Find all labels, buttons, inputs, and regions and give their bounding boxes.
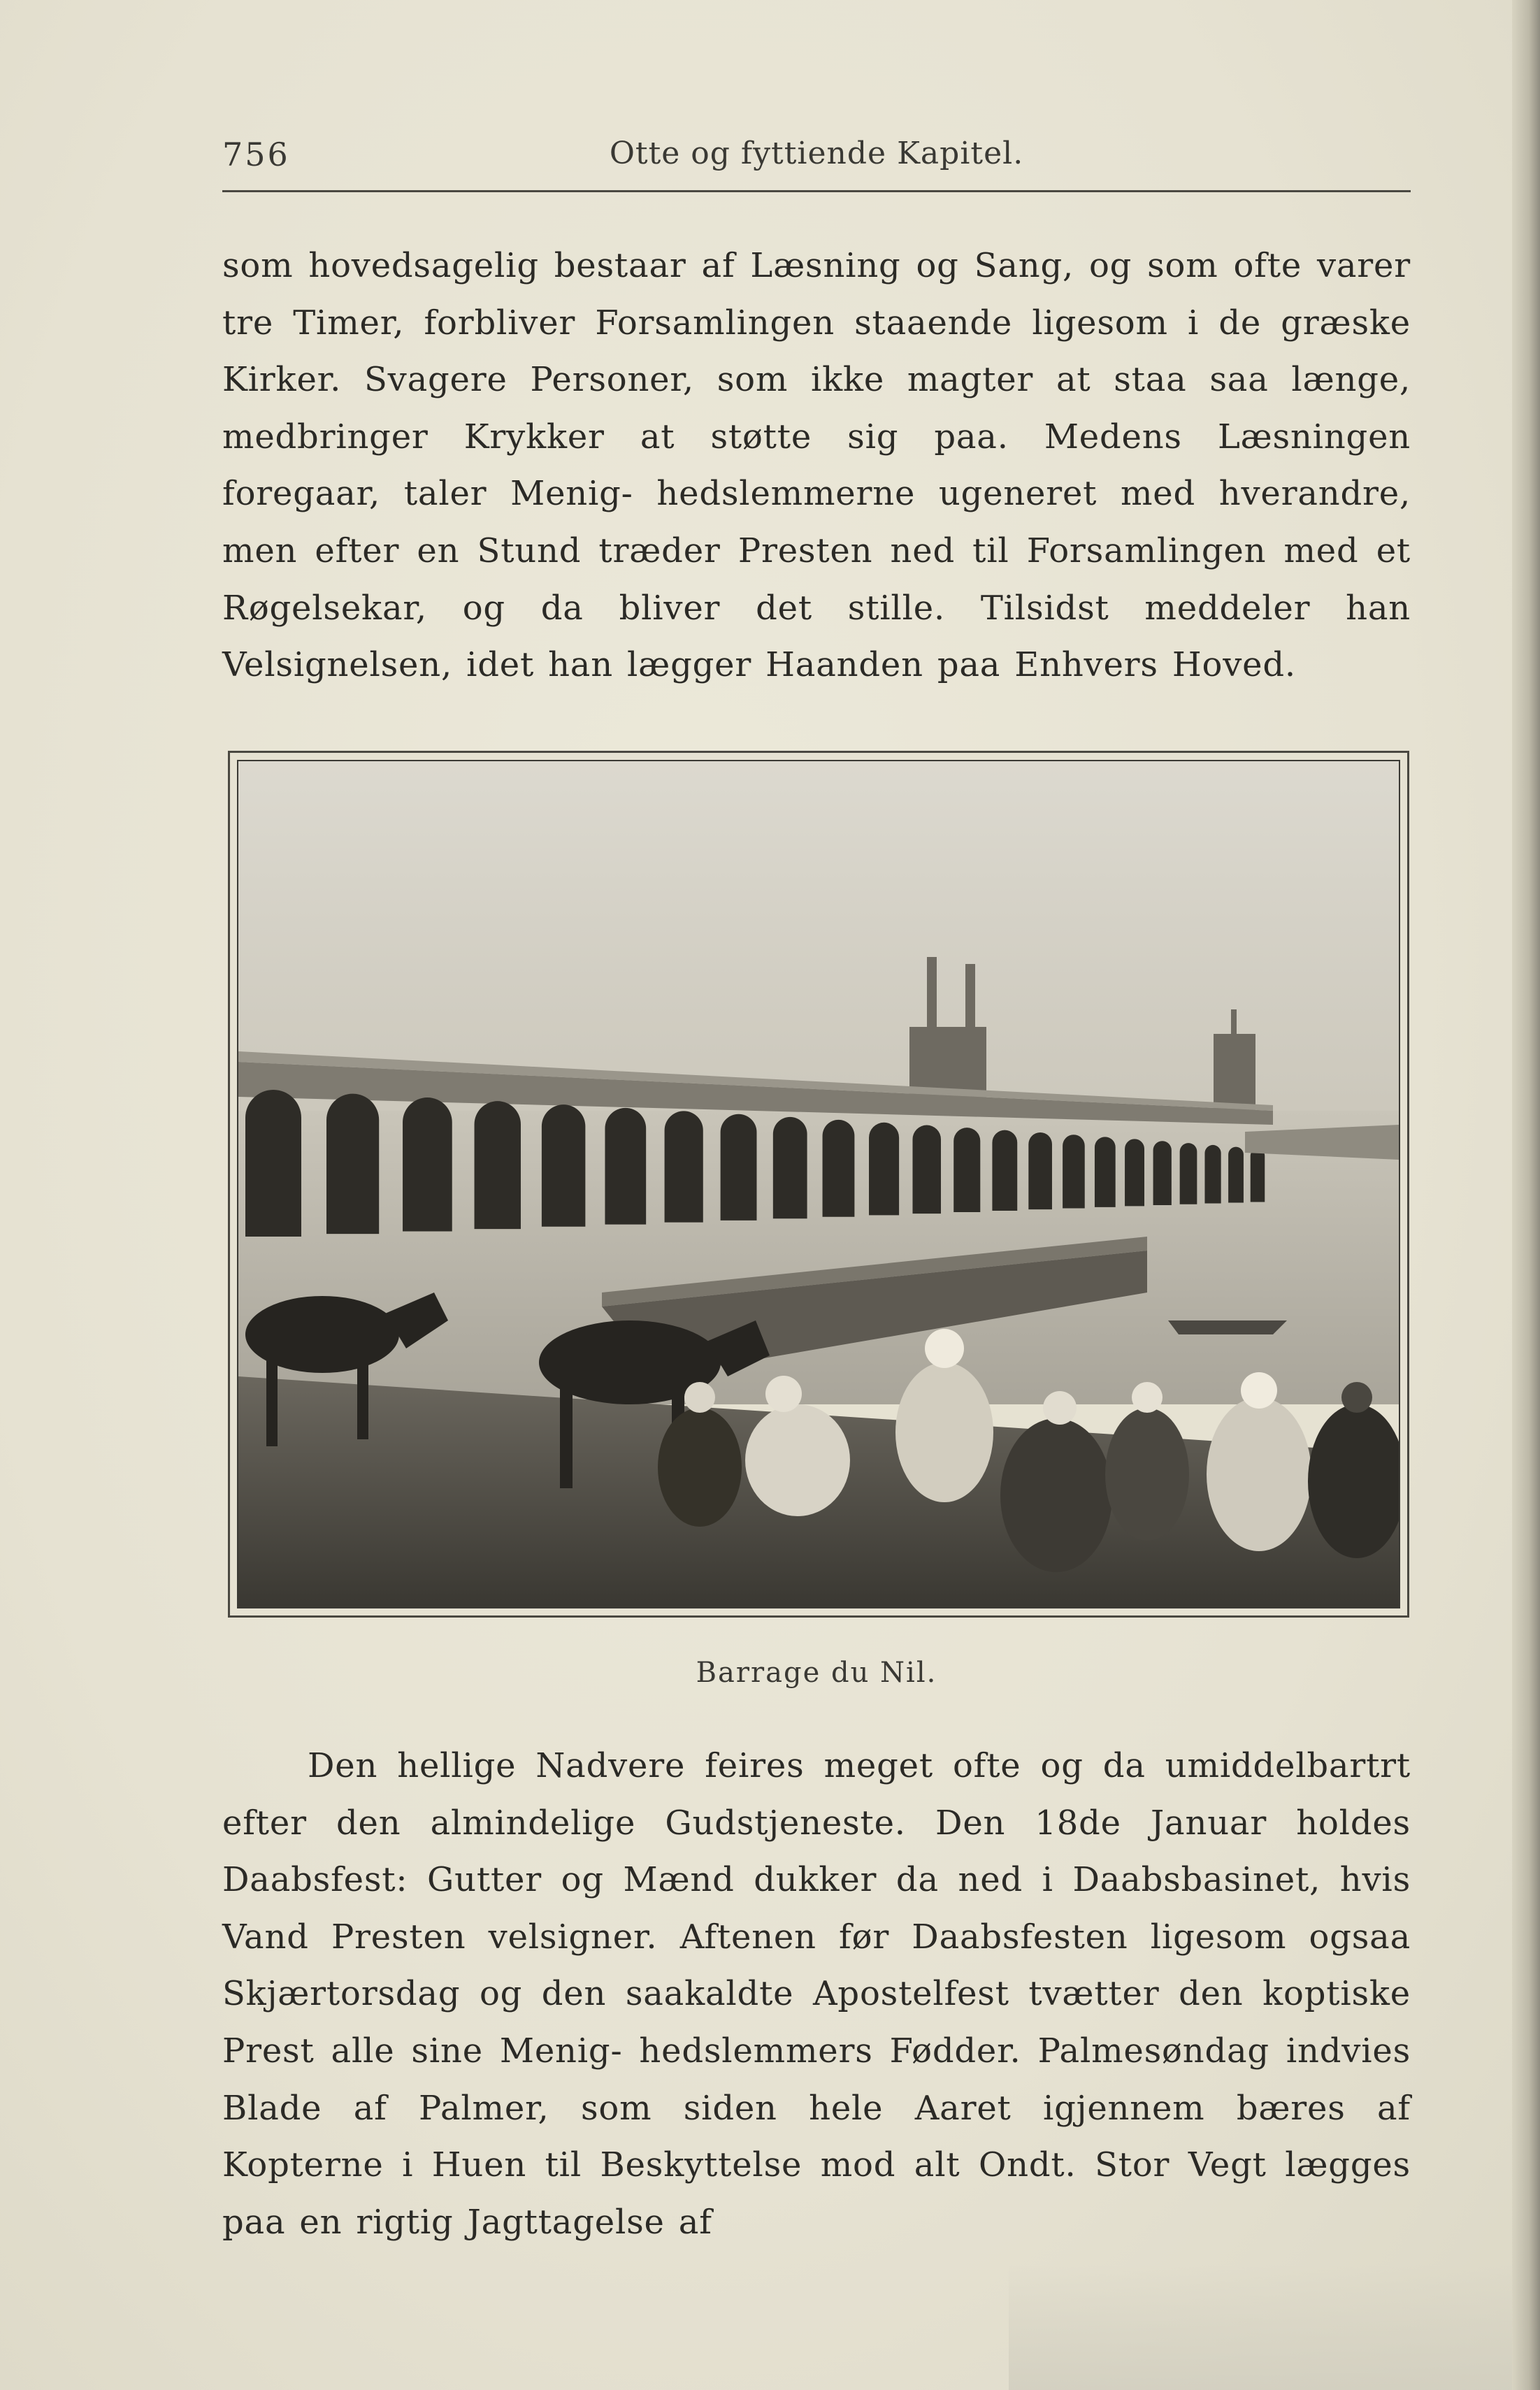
barrage-arch — [1095, 1137, 1116, 1207]
barrage-arch — [326, 1094, 379, 1234]
barrage-arch — [1063, 1135, 1085, 1208]
barrage-arch — [721, 1114, 757, 1221]
barrage-arch — [403, 1097, 452, 1232]
page-gutter-shadow — [1512, 0, 1540, 2390]
barrage-arch — [1204, 1145, 1221, 1204]
page-number: 756 — [222, 136, 290, 173]
barrage-arch — [823, 1120, 855, 1217]
page-corner-stain — [1009, 2264, 1512, 2390]
paragraph-bottom: Den hellige Nadvere feires meget ofte og da umiddelbartrt efter den almindelige Gudstjeneste. Den 18de Januar holdes Daabsfest: Gutter og Mænd dukker da ned i Daabsbasinet, hvis Vand Presten velsigner. Aftenen før Daabsfesten ligesom ogsaa Skjærtorsdag og den saakaldte Apostelfest tvætter den koptiske Prest alle sine Menig- hedslemmers Fødder. Palmesøndag indvies Blade af Palmer, som siden hele Aaret igjennem bæres af Kopterne i Huen til Beskyttelse mod alt Ondt. Stor Vegt lægges paa en rigtig Jagttagelse af — [222, 1746, 1411, 2242]
small-boat — [1168, 1320, 1287, 1334]
barrage-arch — [773, 1117, 807, 1218]
chapter-title: Otte og fyttiende Kapitel. — [609, 136, 1024, 171]
figure-frame — [228, 751, 1409, 1618]
barrage-arch — [912, 1125, 941, 1214]
barrage-arch — [245, 1090, 301, 1237]
header-rule — [222, 190, 1411, 192]
barrage-arch — [1180, 1143, 1197, 1204]
running-head — [222, 130, 1411, 186]
barrage-arch — [542, 1104, 585, 1227]
barrage-arch — [953, 1128, 980, 1212]
figure-caption: Barrage du Nil. — [696, 1657, 937, 1689]
barrage-arch — [992, 1130, 1017, 1211]
barrage-arch — [605, 1108, 646, 1225]
barrage-arch — [1028, 1132, 1052, 1209]
barrage-arch — [1125, 1139, 1144, 1206]
barrage-arch — [665, 1111, 703, 1222]
barrage-arch — [1153, 1141, 1172, 1205]
barrage-arch — [1251, 1149, 1265, 1202]
barrage-photo — [237, 760, 1400, 1608]
paragraph-top: som hovedsagelig bestaar af Læsning og Sang, og som ofte varer tre Timer, forbliver Forsamlingen staaende ligesom i de græske Kirker. Svagere Personer, som ikke magter at staa saa længe, medbringer Krykker at støtte sig paa. Medens Læsningen foregaar, taler Menig- hedslemmerne ugeneret med hverandre, men efter en Stund træder Presten ned til Forsamlingen med et Røgelsekar, og da bliver det stille. Tilsidst meddeler han Velsignelsen, idet han lægger Haanden paa Enhvers Hoved. — [222, 246, 1411, 685]
barrage-arch — [869, 1123, 899, 1216]
barrage-arch — [475, 1101, 521, 1229]
barrage-arch — [1228, 1147, 1244, 1203]
